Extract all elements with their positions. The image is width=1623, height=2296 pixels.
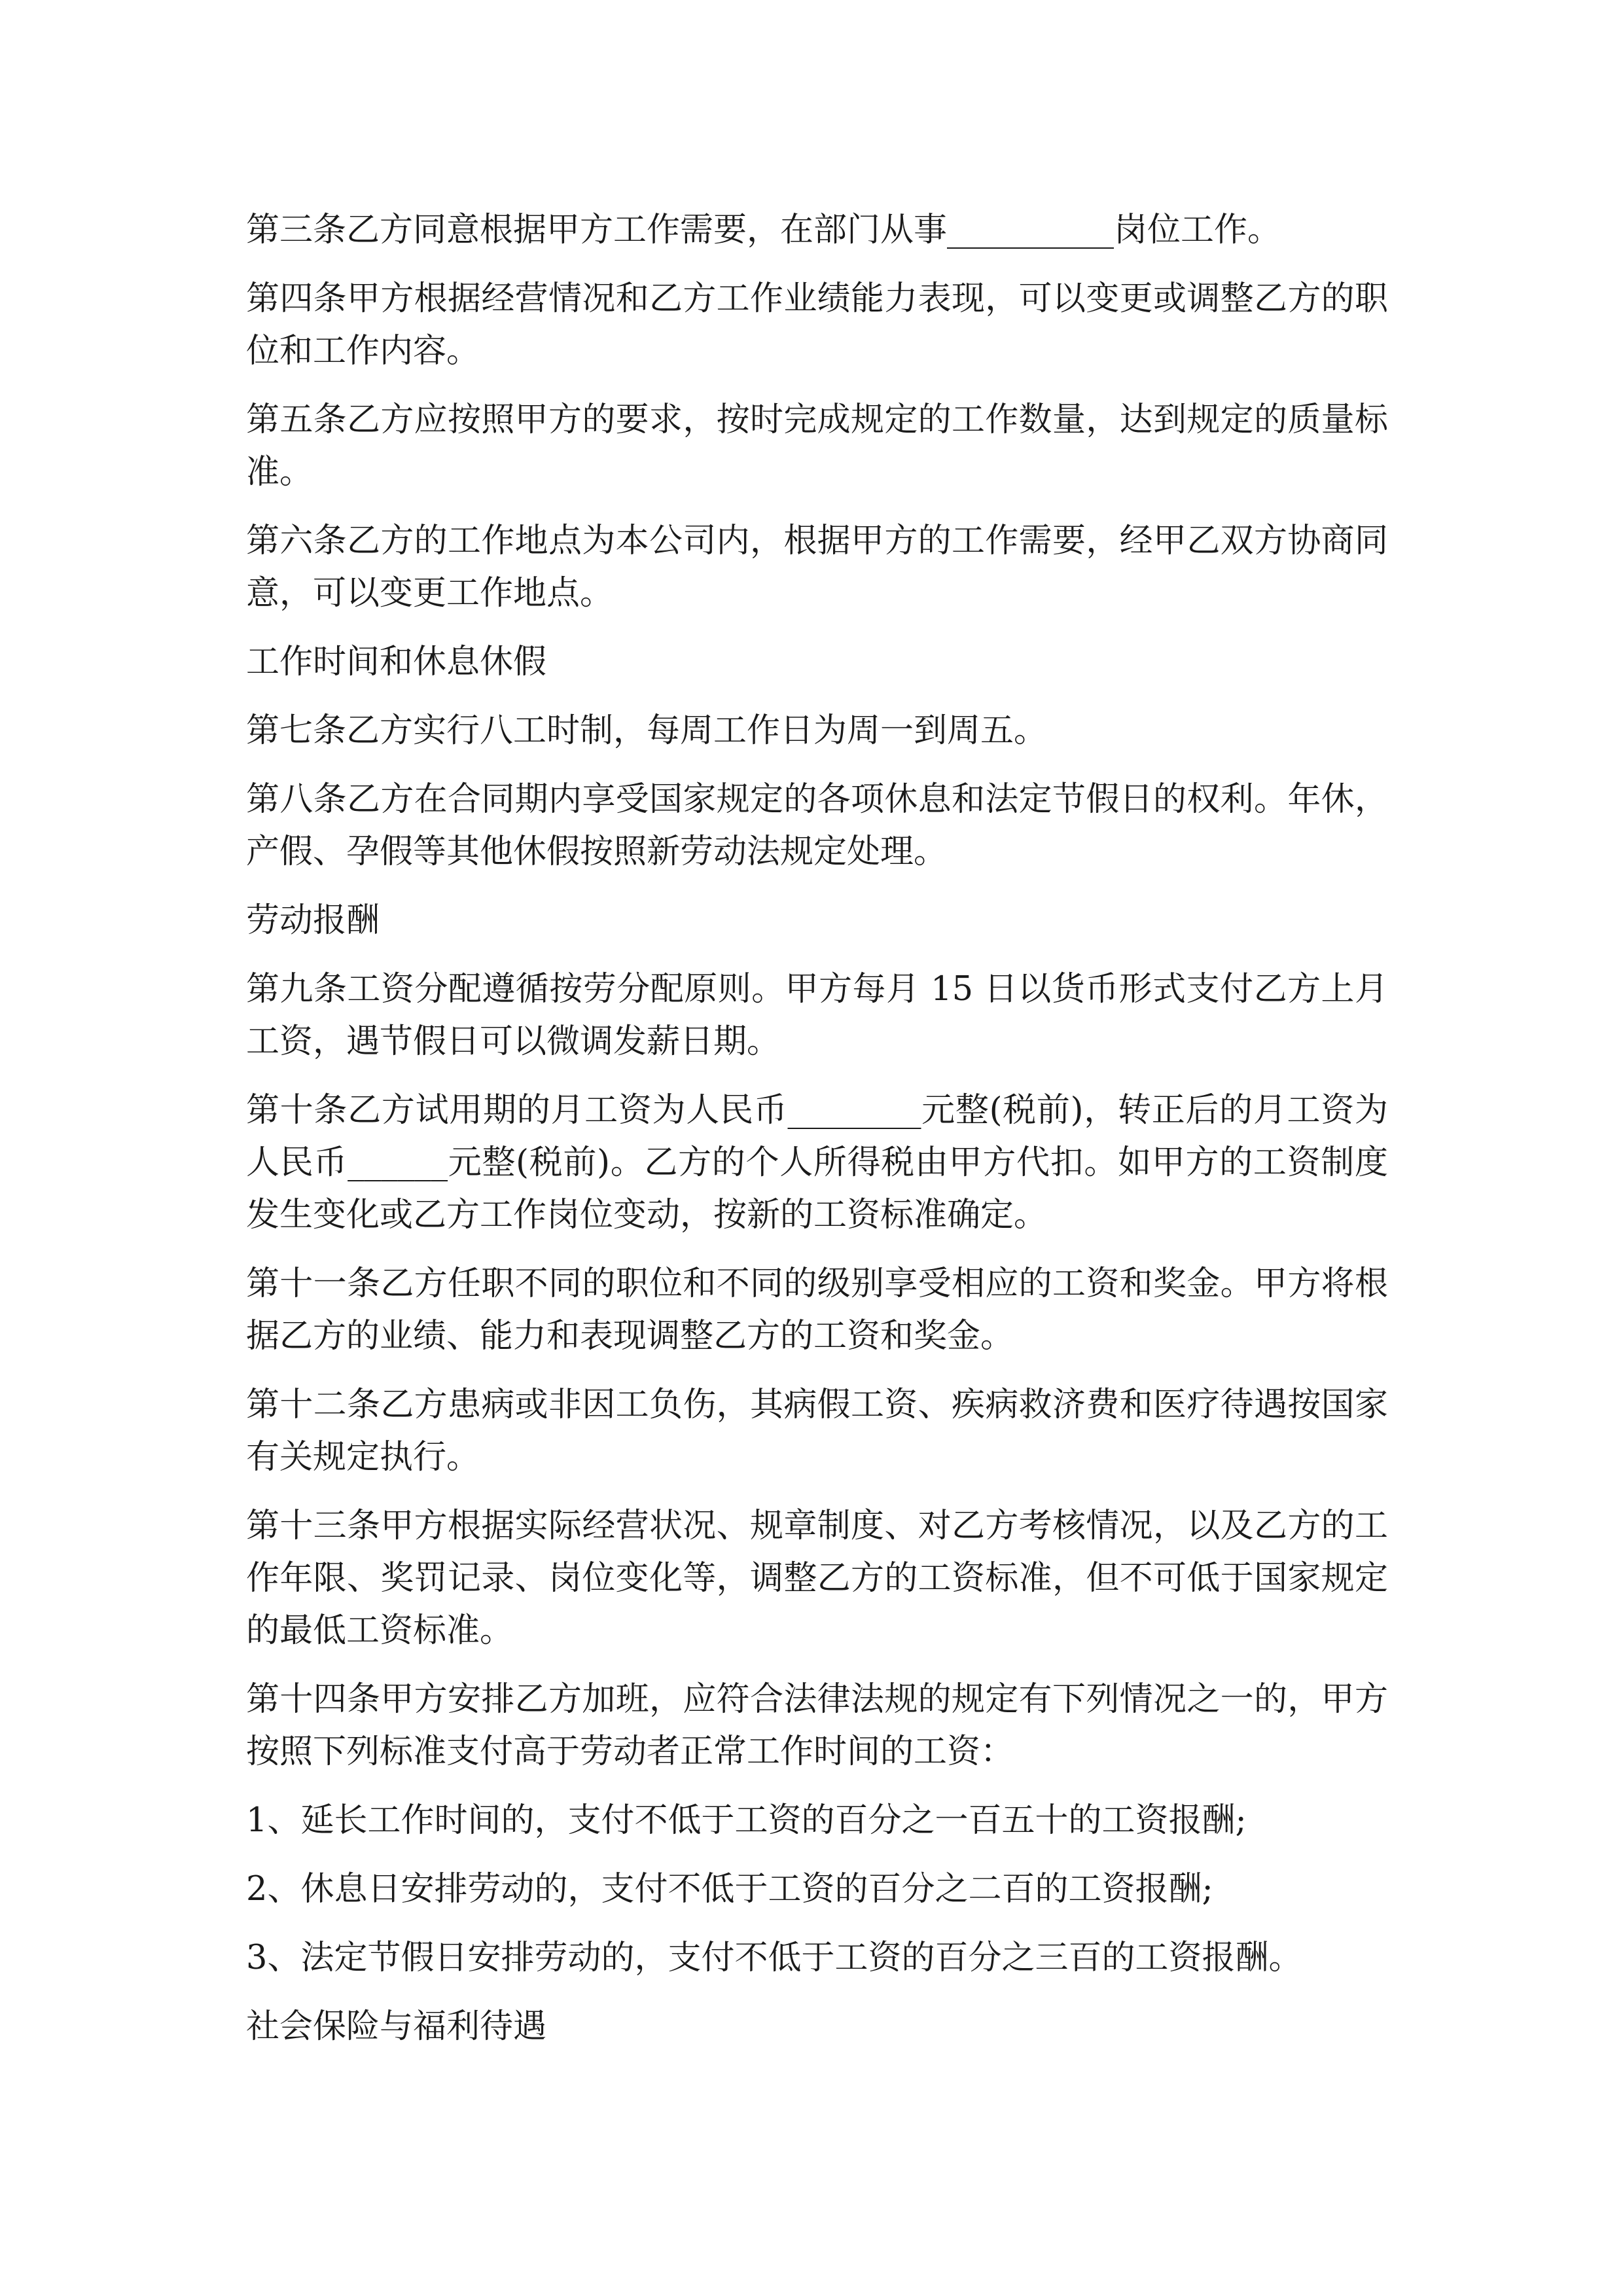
clause-9: 第九条工资分配遵循按劳分配原则。甲方每月 15 日以货币形式支付乙方上月工资，遇节假日可以微调发薪日期。 — [246, 970, 1388, 1061]
clause-11: 第十一条乙方任职不同的职位和不同的级别享受相应的工资和奖金。甲方将根据乙方的业绩、能力和表现调整乙方的工资和奖金。 — [246, 1265, 1388, 1355]
section-heading-compensation: 劳动报酬 — [246, 901, 380, 940]
clause-4: 第四条甲方根据经营情况和乙方工作业绩能力表现，可以变更或调整乙方的职位和工作内容。 — [246, 279, 1388, 370]
document-body — [246, 204, 1388, 2070]
section-heading-work-hours: 工作时间和休息休假 — [246, 643, 547, 681]
clause-10: 第十条乙方试用期的月工资为人民币________元整(税前)，转正后的月工资为人民币______元整(税前)。乙方的个人所得税由甲方代扣。如甲方的工资制度发生变化或乙方工作岗位变动，按新的工资标准确定。 — [246, 1091, 1388, 1234]
clause-5: 第五条乙方应按照甲方的要求，按时完成规定的工作数量，达到规定的质量标准。 — [246, 401, 1388, 492]
section-heading-social-insurance: 社会保险与福利待遇 — [246, 2007, 547, 2046]
overtime-item-3: 3、法定节假日安排劳动的，支付不低于工资的百分之三百的工资报酬。 — [246, 1939, 1302, 1977]
clause-8: 第八条乙方在合同期内享受国家规定的各项休息和法定节假日的权利。年休，产假、孕假等其他休假按照新劳动法规定处理。 — [246, 780, 1388, 871]
clause-13: 第十三条甲方根据实际经营状况、规章制度、对乙方考核情况，以及乙方的工作年限、奖罚记录、岗位变化等，调整乙方的工资标准，但不可低于国家规定的最低工资标准。 — [246, 1507, 1388, 1650]
clause-6: 第六条乙方的工作地点为本公司内，根据甲方的工作需要，经甲乙双方协商同意，可以变更工作地点。 — [246, 522, 1388, 613]
overtime-item-1: 1、延长工作时间的，支付不低于工资的百分之一百五十的工资报酬; — [246, 1801, 1247, 1840]
clause-3: 第三条乙方同意根据甲方工作需要，在部门从事__________岗位工作。 — [246, 211, 1281, 249]
clause-7: 第七条乙方实行八工时制，每周工作日为周一到周五。 — [246, 711, 1048, 750]
overtime-item-2: 2、休息日安排劳动的，支付不低于工资的百分之二百的工资报酬; — [246, 1870, 1213, 1909]
clause-12: 第十二条乙方患病或非因工负伤，其病假工资、疾病救济费和医疗待遇按国家有关规定执行。 — [246, 1386, 1388, 1477]
clause-14: 第十四条甲方安排乙方加班，应符合法律法规的规定有下列情况之一的，甲方按照下列标准支付高于劳动者正常工作时间的工资： — [246, 1680, 1388, 1771]
